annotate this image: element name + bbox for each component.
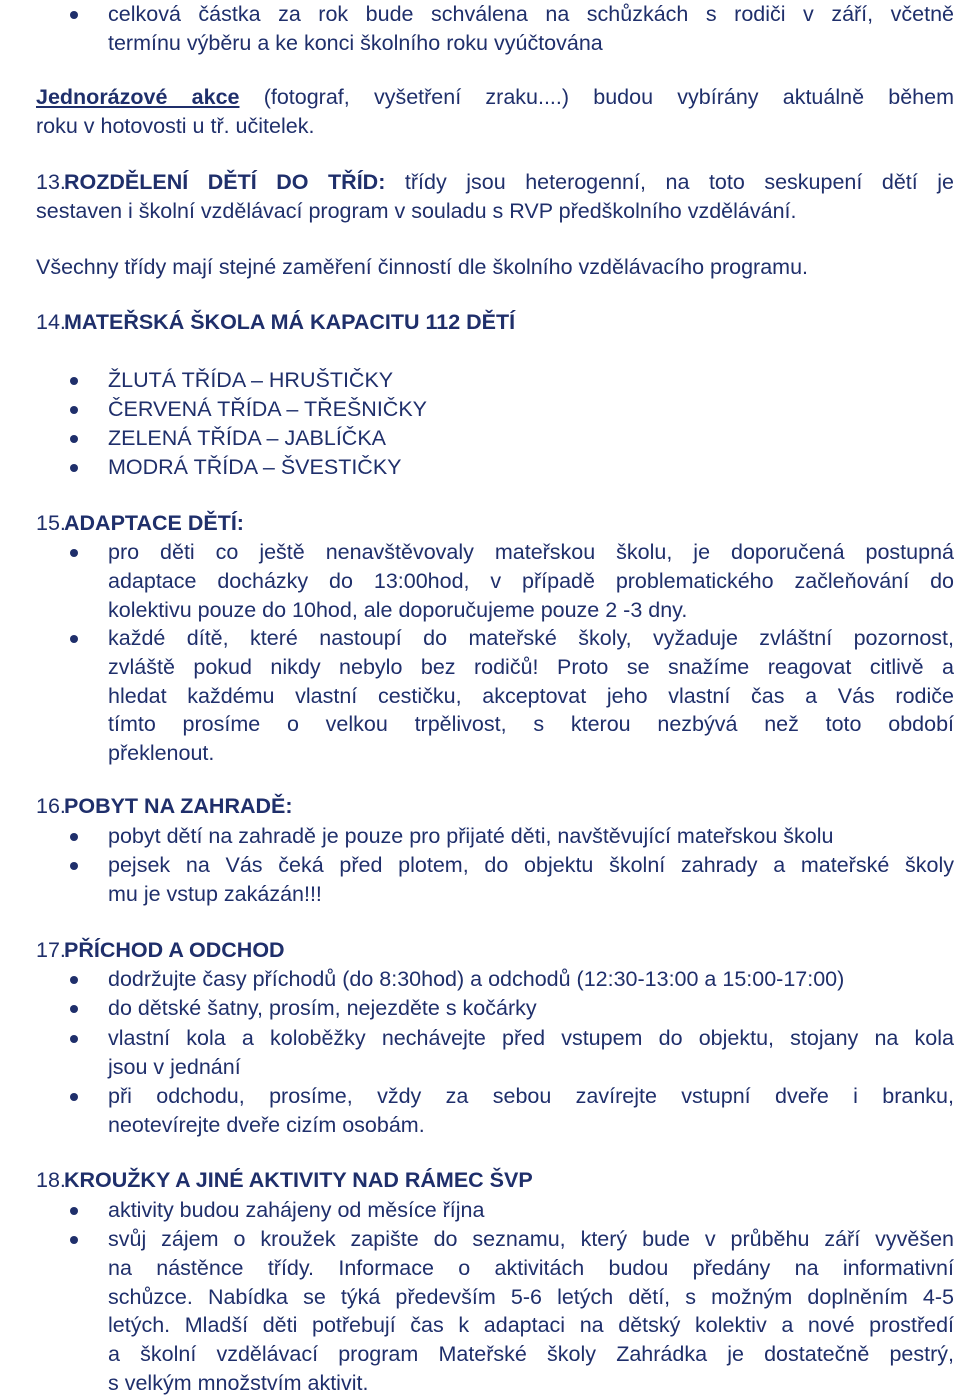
text-line: jsou v jednání [108, 1054, 241, 1079]
text-line: každé dítě, které nastoupí do mateřské školy, vyžaduje zvláštní pozornost, [108, 626, 954, 650]
bullet-icon [70, 635, 78, 643]
list-item [108, 965, 954, 994]
section-title: POBYT NA ZAHRADĚ: [64, 794, 293, 818]
text-line: pejsek na Vás čeká před plotem, do objektu školní zahrady a mateřské školy [108, 853, 954, 877]
class-name: MODRÁ TŘÍDA – ŠVESTIČKY [108, 455, 402, 479]
text-line: (fotograf, vyšetření zraku....) budou vybírány aktuálně během [239, 85, 954, 109]
section-13-note [36, 253, 954, 282]
bullet-icon [70, 1093, 78, 1101]
bullet-icon [70, 1005, 78, 1013]
section-14-heading [36, 308, 954, 337]
text-line: na nástěnce třídy. Informace o aktivitách budou předány na informativní [108, 1255, 954, 1280]
section-number: 13. [36, 170, 66, 194]
text-line: aktivity budou zahájeny od měsíce října [108, 1198, 485, 1222]
bullet-icon [70, 406, 78, 414]
text-line: svůj zájem o kroužek zapište do seznamu, který bude v průběhu září vyvěšen [108, 1227, 954, 1251]
section-title: ADAPTACE DĚTÍ: [64, 511, 244, 535]
list-item [108, 624, 954, 768]
text-line: hledat každému vlastní cestičku, akceptovat jeho vlastní čas a Vás rodiče [108, 683, 954, 708]
text-line: překlenout. [108, 741, 215, 766]
section-number: 17. [36, 938, 66, 962]
list-item [108, 1225, 954, 1398]
list-item [108, 453, 954, 482]
text-line: kolektivu pouze do 10hod, ale doporučujeme pouze 2 -3 dny. [108, 597, 688, 622]
section-number: 14. [36, 310, 66, 334]
list-item [108, 1024, 954, 1082]
bullet-icon [70, 11, 78, 19]
text-line: třídy jsou heterogenní, na toto seskupení dětí je [385, 170, 955, 194]
text-line: zvláště pokud nikdy nebylo bez rodičů! Proto se snažíme reagovat citlivě a [108, 654, 954, 679]
section-title: ROZDĚLENÍ DĚTÍ DO TŘÍD: [64, 170, 386, 194]
bullet-icon [70, 976, 78, 984]
text-line: a školní vzdělávací program Mateřské školy Zahrádka je dostatečně pestrý, [108, 1342, 954, 1367]
text-line: letých. Mladší děti potřebují čas k adaptaci na dětský kolektiv a nové prostředí [108, 1313, 954, 1338]
bullet-icon [70, 435, 78, 443]
section-title: PŘÍCHOD A ODCHOD [64, 938, 285, 962]
section-13 [36, 168, 954, 226]
text-line: s velkým množstvím aktivit. [108, 1370, 369, 1395]
class-name: ŽLUTÁ TŘÍDA – HRUŠTIČKY [108, 368, 394, 392]
list-item [108, 0, 954, 58]
list-item [108, 366, 954, 395]
list-item [108, 851, 954, 909]
section-16-heading [36, 792, 954, 821]
text-line: pro děti co ještě nenavštěvovaly mateřskou školu, je doporučená postupná [108, 540, 954, 564]
list-item [108, 1196, 954, 1225]
section-18-heading [36, 1166, 954, 1195]
text-line: tímto prosíme o velkou trpělivost, s kterou nezbývá než toto období [108, 712, 954, 737]
one-time-events-paragraph [36, 83, 954, 141]
text-line: vlastní kola a koloběžky nechávejte před vstupem do objektu, stojany na kola [108, 1026, 954, 1050]
bullet-icon [70, 549, 78, 557]
text-line: adaptace docházky do 13:00hod, v případě problematického začleňování do [108, 568, 954, 593]
list-item [108, 994, 954, 1023]
section-15-heading [36, 509, 954, 538]
underlined-label: Jednorázové akce [36, 85, 240, 109]
bullet-icon [70, 833, 78, 841]
bullet-icon [70, 464, 78, 472]
bullet-icon [70, 377, 78, 385]
section-number: 16. [36, 794, 66, 818]
bullet-icon [70, 1236, 78, 1244]
text-line: celková částka za rok bude schválena na schůzkách s rodiči v září, včetně [108, 2, 954, 26]
text-line: mu je vstup zakázán!!! [108, 881, 322, 906]
list-item [108, 424, 954, 453]
text-line: neotevírejte dveře cizím osobám. [108, 1112, 425, 1137]
list-item [108, 538, 954, 624]
text-line: termínu výběru a ke konci školního roku vyúčtována [108, 30, 603, 55]
text-line: roku v hotovosti u tř. učitelek. [36, 113, 315, 138]
section-title: KROUŽKY A JINÉ AKTIVITY NAD RÁMEC ŠVP [64, 1168, 533, 1192]
section-number: 15. [36, 511, 66, 535]
text-line: při odchodu, prosíme, vždy za sebou zavírejte vstupní dveře i branku, [108, 1084, 954, 1108]
list-item [108, 822, 954, 851]
text-line: schůzce. Nabídka se týká především 5-6 letých dětí, s možným doplněním 4-5 [108, 1284, 954, 1309]
class-name: ČERVENÁ TŘÍDA – TŘEŠNIČKY [108, 397, 428, 421]
bullet-icon [70, 1207, 78, 1215]
text-line: Všechny třídy mají stejné zaměření činností dle školního vzdělávacího programu. [36, 255, 808, 279]
section-17-heading [36, 936, 954, 965]
list-item [108, 395, 954, 424]
text-line: sestaven i školní vzdělávací program v souladu s RVP předškolního vzdělávání. [36, 198, 797, 223]
text-line: do dětské šatny, prosím, nejezděte s kočárky [108, 996, 537, 1020]
text-line: dodržujte časy příchodů (do 8:30hod) a odchodů (12:30-13:00 a 15:00-17:00) [108, 967, 845, 991]
text-line: pobyt dětí na zahradě je pouze pro přijaté děti, navštěvující mateřskou školu [108, 824, 834, 848]
bullet-icon [70, 1035, 78, 1043]
list-item [108, 1082, 954, 1140]
section-title: MATEŘSKÁ ŠKOLA MÁ KAPACITU 112 DĚTÍ [64, 310, 516, 334]
bullet-icon [70, 862, 78, 870]
class-name: ZELENÁ TŘÍDA – JABLÍČKA [108, 426, 387, 450]
section-number: 18. [36, 1168, 66, 1192]
